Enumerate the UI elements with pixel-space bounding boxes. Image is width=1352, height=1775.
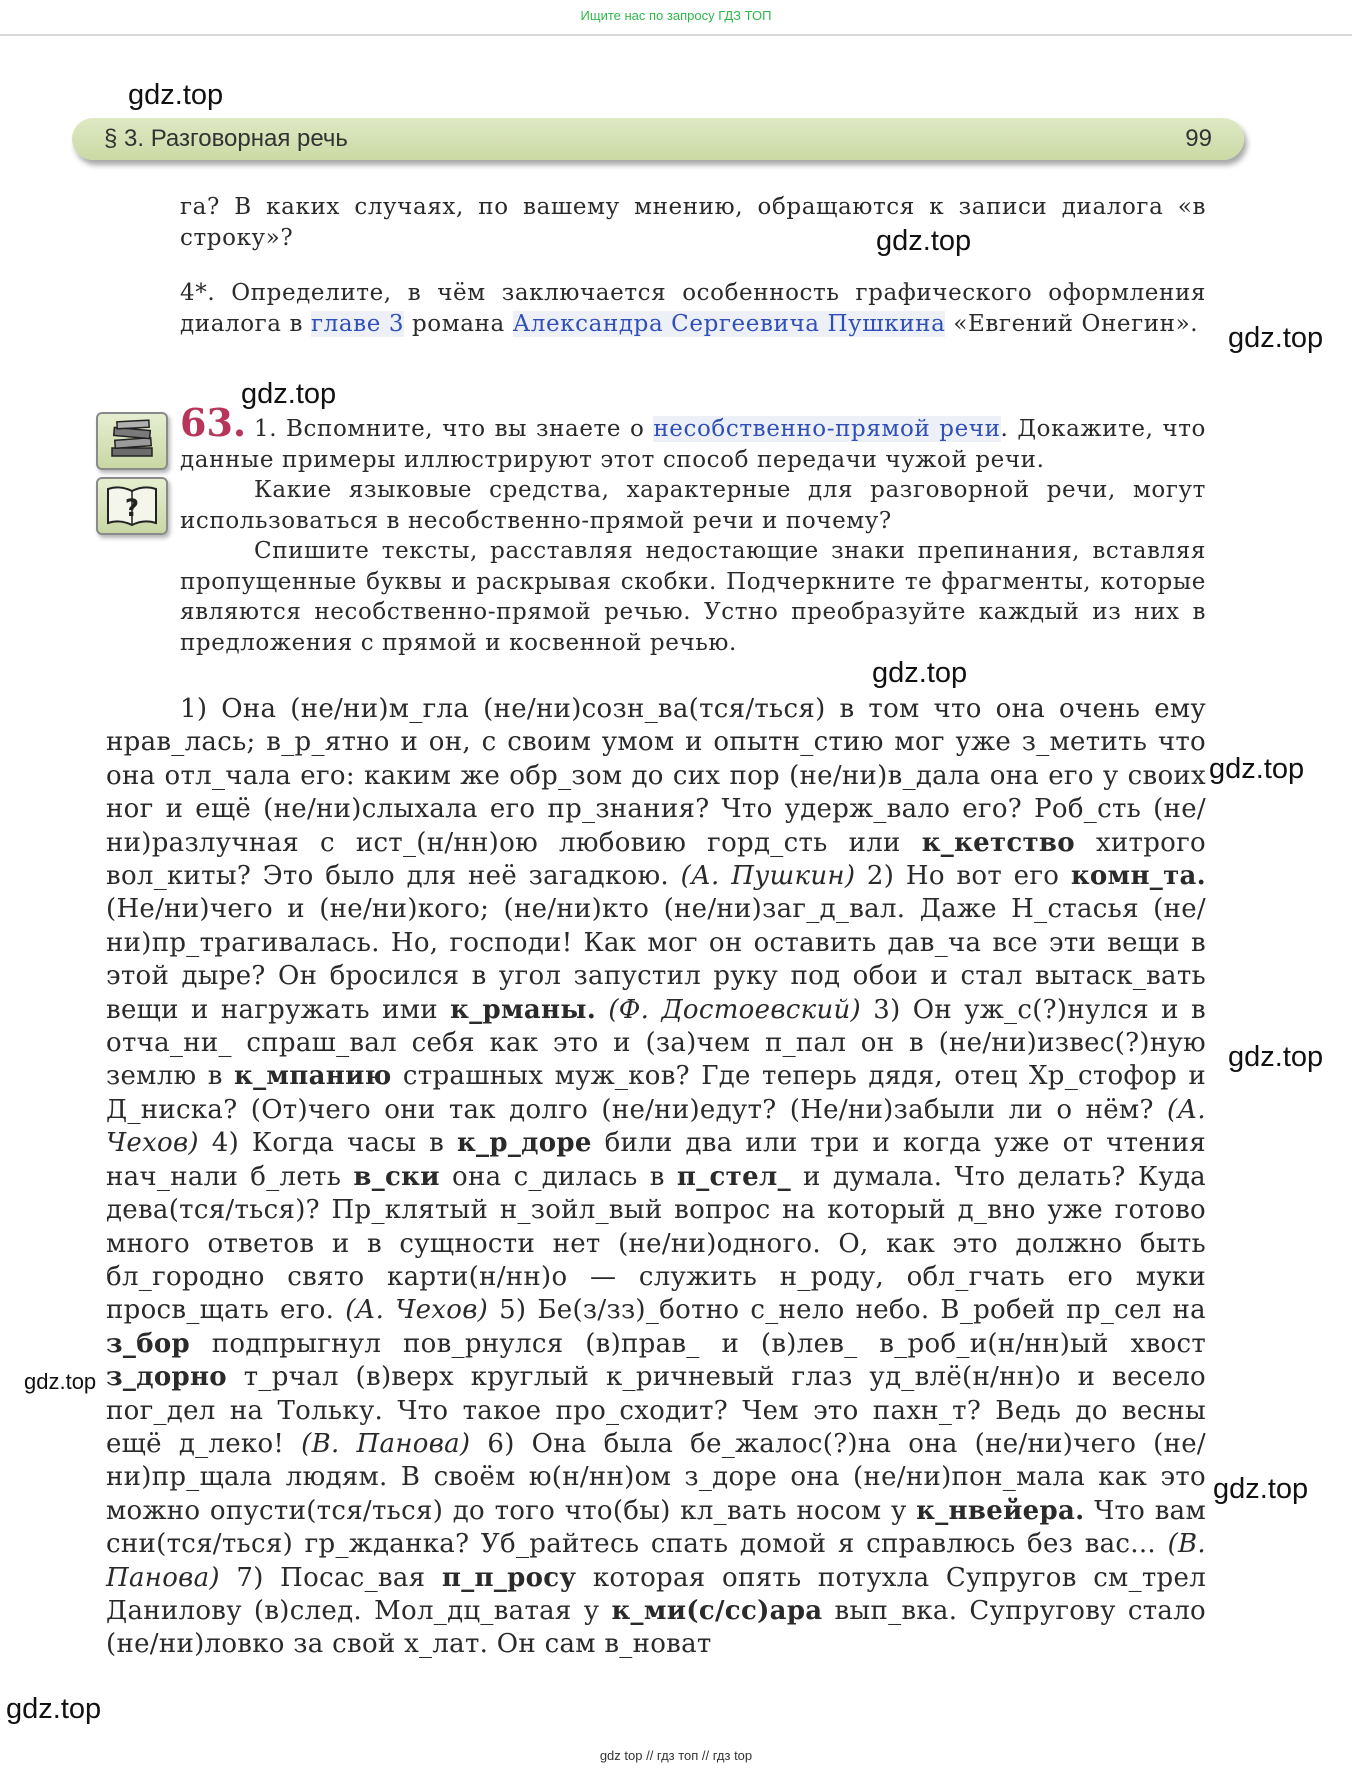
top-banner[interactable]: Ищите нас по запросу ГДЗ ТОП [0, 0, 1352, 36]
watermark: gdz.top [24, 1369, 97, 1394]
exercise-number: 63. [180, 400, 247, 445]
exercise-texts-paragraph [106, 693, 1206, 1662]
section-header [72, 118, 1244, 160]
text-segment: 2) Но вот его [855, 861, 1071, 892]
link-pushkin[interactable]: Александра Сергеевича Пушкина [512, 310, 946, 337]
bold-word: к_рманы. [450, 994, 597, 1025]
author-citation: (Ф. Достоевский) [608, 994, 861, 1025]
text-segment: т_рчал (в)верх круглый к_ричневый глаз уд_влё(н/нн)о и весело пог_дел на Тольку. Что такое про_сходит? Чем это пахн_т? Ведь до весны ещё д_леко! [106, 1362, 1206, 1459]
bold-word: п_п_росу [441, 1562, 577, 1593]
text-segment: подпрыгнул пов_рнулся (в)прав_ и (в)лев_ в_роб_и(н/нн)ый хвост [189, 1328, 1206, 1359]
text-segment: 6) Она была бе_жалос(?)на она (не/ни)чего (не/ни)пр_щала людям. В своём ю(н/нн)ом з_доре она (не/ни)пон_мала как это можно опусти(тся/ться) до того что(бы) кл_вать носом у [106, 1428, 1206, 1526]
text-segment: Что вам сни(тся/ться) гр_жданка? Уб_райтесь спать домой я справлюсь без вас... [106, 1495, 1206, 1560]
text-segment: которая опять потухла Супругов см_трел Данилову (в)след. Мол_дц_ватая у [106, 1562, 1207, 1626]
watermark: gdz.top [876, 225, 972, 257]
watermark: gdz.top [1213, 1473, 1309, 1505]
watermark: gdz.top [872, 657, 968, 689]
author-citation: (А. Чехов) [106, 1094, 1206, 1159]
bold-word: к_мпанию [234, 1061, 392, 1092]
exercise-task-1 [180, 414, 1206, 475]
exercise-task-3: Спишите тексты, расставляя недостающие знаки препинания, вставляя пропущенные буквы и раскрывая скобки. Подчеркните те фрагменты, которые являются несобственно-прямой речью. Устно преобразуйте каждый из них в предложения с прямой и косвенной речью. [180, 538, 1206, 656]
exercise-text: 1. Вспомните, что вы знаете о [254, 416, 654, 442]
text-segment: хитрого вол_киты? Это было для неё загадкою. [106, 827, 1206, 892]
page-number: 99 [1185, 125, 1212, 152]
intro-text [180, 192, 1206, 253]
exercise-task-2: Какие языковые средства, характерные для разговорной речи, могут использоваться в несобственно-прямой речи и почему? [180, 477, 1206, 534]
watermark: gdz.top [1228, 322, 1324, 354]
link-chapter-3[interactable]: главе 3 [311, 310, 405, 337]
task-4-text: 4*. Определите, в чём заключается особенность графического оформления диалога в [180, 280, 1206, 337]
task-4 [180, 278, 1206, 339]
watermark: gdz.top [1209, 753, 1305, 785]
bold-word: комн_та. [1070, 861, 1206, 892]
text-segment: она с_дилась в [439, 1161, 677, 1192]
text-segment: били два или три и когда уже от чтения нач_нали б_леть [106, 1128, 1206, 1192]
watermark: gdz.top [128, 79, 224, 111]
task-4-text: «Евгений Онегин». [945, 310, 1199, 337]
task-4-text: романа [404, 310, 513, 337]
bold-word: к_р_доре [456, 1128, 592, 1159]
bold-word: з_дорно [106, 1362, 227, 1393]
exercise-texts [106, 693, 1206, 1662]
bold-word: з_бор [106, 1328, 190, 1359]
link-free-indirect-speech[interactable]: несобственно-прямой речи [653, 416, 1001, 442]
watermark: gdz.top [1228, 1041, 1324, 1073]
author-citation: (А. Чехов) [345, 1295, 489, 1326]
author-citation: (В. Панова) [106, 1529, 1206, 1593]
exercise-63-instructions [180, 414, 1206, 658]
question-book-icon [96, 477, 168, 535]
author-citation: (В. Панова) [301, 1428, 471, 1459]
text-segment: вып_вка. Супругову стало (не/ни)ловко за свой х_лат. Он сам в_новат [106, 1595, 1206, 1660]
text-segment: страшных муж_ков? Где теперь дядя, отец Хр_стофор и Д_ниска? (От)чего они так долго (не/ни)едут? (Не/ни)забыли ли о нём? [106, 1061, 1206, 1125]
bold-word: п_стел_ [676, 1161, 791, 1192]
books-icon [96, 412, 168, 470]
watermark: gdz.top [6, 1693, 102, 1725]
task-4-paragraph [180, 278, 1206, 339]
bottom-banner[interactable]: gdz top // гдз топ // гдз top [599, 1748, 753, 1763]
text-segment: 4) Когда часы в [198, 1128, 457, 1159]
text-segment: 7) Посас_вая [219, 1562, 442, 1593]
text-segment: 1) Она (не/ни)м_гла (не/ни)созн_ва(тся/ться) в том что она очень ему нрав_лась; в_р_ятно и он, с своим умом и опытн_стию мог уже з_метить что она отл_чала его: каким же обр_зом до сих пор (не/ни)в_дала она его у своих ног и ещё (не/ни)слыхала его пр_знания? Что удерж_вало его? Роб_сть (не/ни)разлучная с ист_(н/нн)ою любовию горд_сть или [106, 694, 1206, 858]
bold-word: к_кетство [921, 827, 1075, 858]
bold-word: к_ми(с/сс)ара [611, 1595, 823, 1626]
text-segment: 3) Он уж_с(?)нулся и в отча_ни_ спраш_вал себя как это и (за)чем п_пал он в (не/ни)извес(?)ную землю в [106, 994, 1206, 1092]
text-segment: (Не/ни)чего и (не/ни)кого; (не/ни)кто (не/ни)заг_д_вал. Даже Н_стасья (не/ни)пр_трагивалась. Но, господи! Как мог он оставить дав_ча все эти вещи в этой дыре? Он бросился в угол запустил руку под обои и стал вытаск_вать вещи и нагружать ими [106, 894, 1206, 1025]
exercise-text: . Докажите, что данные примеры иллюстрируют этот способ передачи чужой речи. [180, 416, 1206, 473]
bold-word: в_ски [353, 1161, 440, 1192]
text-segment: 5) Бе(з/зз)_ботно с_нело небо. В_робей пр_сел на [488, 1295, 1206, 1326]
section-title: § 3. Разговорная речь [104, 125, 348, 152]
bold-word: к_нвейера. [916, 1495, 1085, 1526]
text-segment [596, 995, 608, 1025]
author-citation: (А. Пушкин) [680, 861, 856, 892]
watermark: gdz.top [241, 378, 337, 410]
svg-text:?: ? [125, 494, 139, 522]
intro-paragraph: га? В каких случаях, по вашему мнению, обращаются к записи диалога «в строку»? [180, 194, 1206, 251]
text-segment: и думала. Что делать? Куда дева(тся/ться)? Пр_клятый н_зойл_вый вопрос на который д_вно уже готово много ответов и в сущности нет (не/ни)одного. О, как это должно быть бл_городно свято карти(н/нн)о — служить н_роду, обл_гчать его муки просв_щать его. [106, 1161, 1206, 1326]
